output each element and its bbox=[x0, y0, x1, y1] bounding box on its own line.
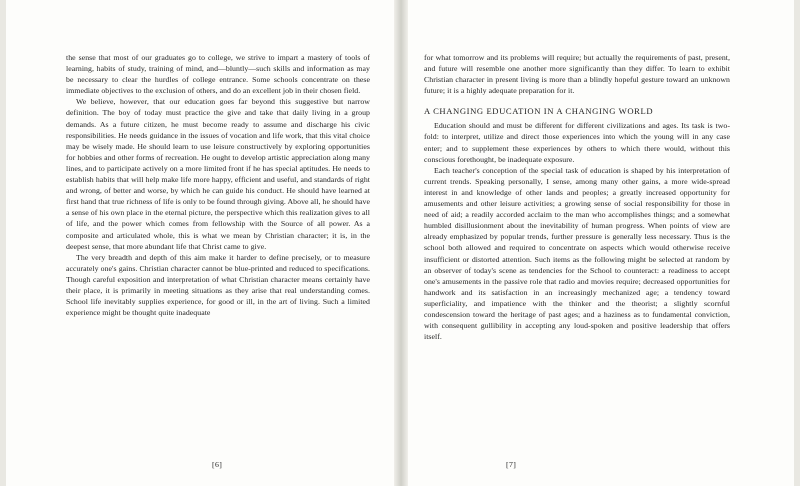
left-paragraph-3: The very breadth and depth of this aim make it harder to define precisely, or to measure accurately one's gains. Christian character cannot be blue-printed and reduced to specifications. Though careful exposition and interpretation of what Christian character means certainly have their place, it is primarily in meeting situations as they arise that real understanding comes. School life inevitably supplies experience, for good or ill, in the art of living. Such a limited experience might be thought quite inadequate bbox=[66, 252, 370, 318]
book-gutter bbox=[394, 0, 408, 486]
right-opening-paragraph: for what tomorrow and its problems will require; but actually the requirements of past, present, and future will resemble one another more significantly than they differ. To learn to exhibit Christian character in present living is more than a blindly hopeful gesture toward an unknown future; it is a highly adequate preparation for it. bbox=[424, 53, 730, 96]
page-edge-left bbox=[0, 0, 6, 486]
left-paragraph-2: We believe, however, that our education goes far beyond this suggestive but narrow definition. The boy of today must practice the give and take that daily living in a group demands. As a future citizen, he must become ready to assume and discharge his civic responsibilities. He needs guidance in the issues of vocation and life work, that this vital choice may be wisely made. He should learn to use leisure constructively by exploring opportunities for hobbies and other forms of recreation. He ought to develop artistic appreciation along many lines, and to participate actively on a more limited front if he has special aptitudes. He needs to establish habits that will help make life more happy, efficient and useful, and standards of right and wrong, of better and worse, by which he can guide his conduct. He should have learned at first hand that true richness of life is only to be found through giving. Above all, he should have a sense of his own place in the eternal picture, the perspective which this realization gives to all of life, and the power which comes from fellowship with the Source of all power. As a composite and articulated whole, this is what we mean by Christian character; it is, in the deepest sense, that more abundant life that Christ came to give. bbox=[66, 97, 370, 251]
page-number-right: [7] bbox=[506, 460, 517, 469]
page-number-left: [6] bbox=[212, 460, 223, 469]
page-edge-right bbox=[794, 0, 800, 486]
left-paragraph-1: the sense that most of our graduates go to college, we strive to impart a mastery of tools of learning, habits of study, training of mind, and—bluntly—such skills and information as may be necessary to clear the hurdles of college entrance. Some schools concentrate on these immediate objectives to the exclusion of others, and do an excellent job in their chosen field. bbox=[66, 53, 370, 96]
left-page bbox=[66, 52, 370, 318]
right-page bbox=[424, 52, 730, 342]
section-heading: A CHANGING EDUCATION IN A CHANGING WORLD bbox=[424, 106, 654, 117]
right-paragraph-1: Education should and must be different for different civilizations and ages. Its task is two-fold: to interpret, utilize and direct those experiences into which the young will in any case enter; and to supplement these experiences by others to which there would, without this conscious forethought, be inadequate exposure. bbox=[424, 121, 730, 164]
right-paragraph-2: Each teacher's conception of the special task of education is shaped by his interpretation of current trends. Speaking personally, I sense, among many other gains, a more wide-spread interest in and knowledge of other lands and peoples; a greatly increased opportunity for amusements and other leisure activities; a growing sense of social responsibility for those in need of aid; a readily accorded acclaim to the man who accomplishes things; and a somewhat humbled disillusionment about the inevitability of human progress. When points of view are already emphasized by popular trends, further pressure is generally less necessary. Thus is the school both allowed and required to concentrate on aspects which would otherwise receive insufficient or distorted attention. Such items as the following might be selected at random by an observer of today's scene as tendencies for the School to counteract: a readiness to accept one's amusements in the passive role that radio and movies require; decreased opportunities for handwork and its satisfaction in an increasingly mechanized age; a tendency toward superficiality, and impatience with the thinker and the theorist; a slightly scornful condescension toward the heritage of past ages; and a haziness as to fundamental conviction, with consequent gullibility in accepting any loud-spoken and positive leadership that offers itself. bbox=[424, 165, 730, 342]
